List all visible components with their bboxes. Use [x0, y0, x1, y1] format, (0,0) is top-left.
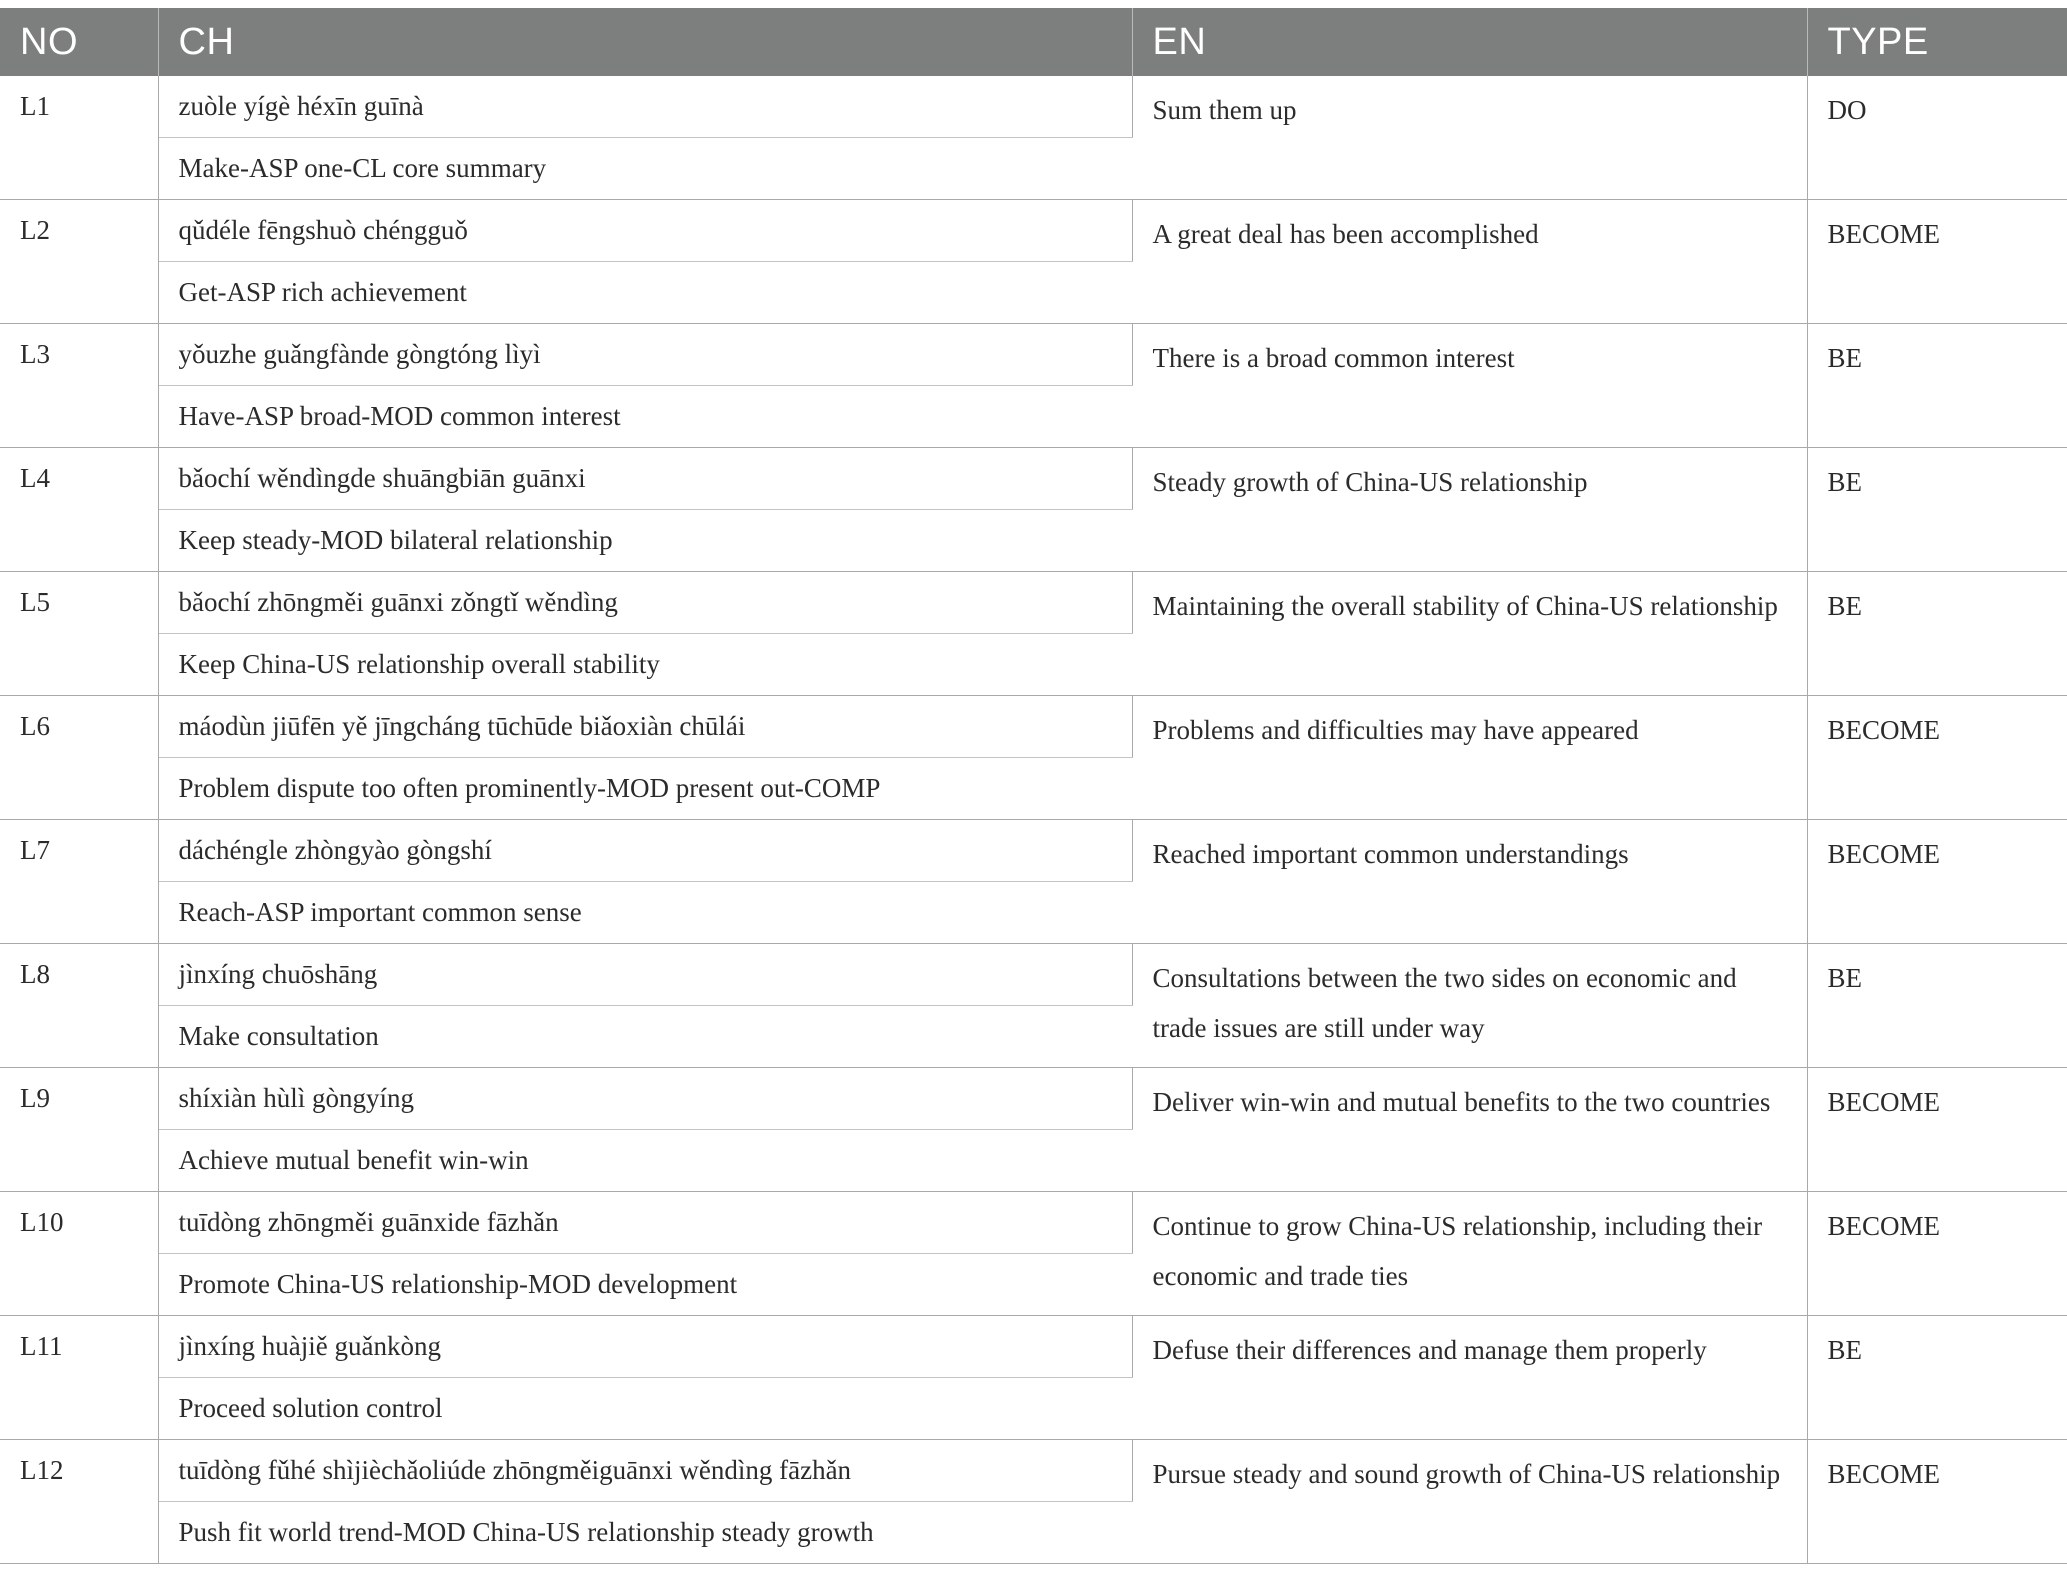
chinese-pinyin: tuīdòng zhōngměi guānxide fāzhǎn [158, 1192, 1132, 1254]
table-row [0, 696, 2067, 758]
table-row [0, 1192, 2067, 1254]
chinese-gloss: Get-ASP rich achievement [158, 262, 1132, 324]
english-translation: Problems and difficulties may have appeared [1132, 696, 1807, 820]
chinese-gloss: Proceed solution control [158, 1378, 1132, 1440]
row-number: L11 [0, 1316, 158, 1440]
table-row [0, 1068, 2067, 1130]
row-number: L12 [0, 1440, 158, 1564]
table-row [0, 76, 2067, 138]
chinese-gloss: Problem dispute too often prominently-MOD present out-COMP [158, 758, 1132, 820]
chinese-pinyin: dáchéngle zhòngyào gòngshí [158, 820, 1132, 882]
process-type: BE [1807, 944, 2067, 1068]
header-ch: CH [158, 8, 1132, 76]
chinese-pinyin: yǒuzhe guǎngfànde gòngtóng lìyì [158, 324, 1132, 386]
row-number: L1 [0, 76, 158, 200]
table-row [0, 448, 2067, 510]
table-row [0, 324, 2067, 386]
row-number: L2 [0, 200, 158, 324]
table-row [0, 1316, 2067, 1378]
chinese-pinyin: shíxiàn hùlì gòngyíng [158, 1068, 1132, 1130]
chinese-pinyin: qǔdéle fēngshuò chéngguǒ [158, 200, 1132, 262]
table-row [0, 572, 2067, 634]
table-row [0, 944, 2067, 1006]
process-type: BE [1807, 572, 2067, 696]
header-no: NO [0, 8, 158, 76]
process-type: BECOME [1807, 1192, 2067, 1316]
row-number: L8 [0, 944, 158, 1068]
english-translation: There is a broad common interest [1132, 324, 1807, 448]
chinese-gloss: Achieve mutual benefit win-win [158, 1130, 1132, 1192]
chinese-gloss: Make-ASP one-CL core summary [158, 138, 1132, 200]
row-number: L3 [0, 324, 158, 448]
chinese-pinyin: máodùn jiūfēn yě jīngcháng tūchūde biǎoxiàn chūlái [158, 696, 1132, 758]
english-translation: Defuse their differences and manage them properly [1132, 1316, 1807, 1440]
table-header [0, 8, 2067, 76]
process-type: BECOME [1807, 200, 2067, 324]
header-en: EN [1132, 8, 1807, 76]
chinese-pinyin: zuòle yígè héxīn guīnà [158, 76, 1132, 138]
data-table [0, 8, 2067, 1564]
english-translation: Consultations between the two sides on economic and trade issues are still under way [1132, 944, 1807, 1068]
english-translation: Pursue steady and sound growth of China-US relationship [1132, 1440, 1807, 1564]
table-row [0, 200, 2067, 262]
process-type: BE [1807, 448, 2067, 572]
english-translation: A great deal has been accomplished [1132, 200, 1807, 324]
row-number: L10 [0, 1192, 158, 1316]
chinese-gloss: Reach-ASP important common sense [158, 882, 1132, 944]
table-row [0, 820, 2067, 882]
chinese-pinyin: bǎochí zhōngměi guānxi zǒngtǐ wěndìng [158, 572, 1132, 634]
header-type: TYPE [1807, 8, 2067, 76]
chinese-gloss: Make consultation [158, 1006, 1132, 1068]
process-type: BE [1807, 324, 2067, 448]
chinese-pinyin: tuīdòng fǔhé shìjièchǎoliúde zhōngměiguānxi wěndìng fāzhǎn [158, 1440, 1132, 1502]
chinese-pinyin: bǎochí wěndìngde shuāngbiān guānxi [158, 448, 1132, 510]
chinese-gloss: Keep China-US relationship overall stability [158, 634, 1132, 696]
header-row [0, 8, 2067, 76]
row-number: L9 [0, 1068, 158, 1192]
process-type: BECOME [1807, 1068, 2067, 1192]
table-row [0, 1440, 2067, 1502]
chinese-gloss: Have-ASP broad-MOD common interest [158, 386, 1132, 448]
english-translation: Maintaining the overall stability of China-US relationship [1132, 572, 1807, 696]
english-translation: Reached important common understandings [1132, 820, 1807, 944]
english-translation: Sum them up [1132, 76, 1807, 200]
english-translation: Deliver win-win and mutual benefits to the two countries [1132, 1068, 1807, 1192]
process-type: BECOME [1807, 820, 2067, 944]
table-body [0, 76, 2067, 1564]
process-type: BECOME [1807, 1440, 2067, 1564]
chinese-gloss: Promote China-US relationship-MOD development [158, 1254, 1132, 1316]
chinese-gloss: Keep steady-MOD bilateral relationship [158, 510, 1132, 572]
process-type: BECOME [1807, 696, 2067, 820]
process-type: BE [1807, 1316, 2067, 1440]
chinese-pinyin: jìnxíng chuōshāng [158, 944, 1132, 1006]
process-type: DO [1807, 76, 2067, 200]
row-number: L7 [0, 820, 158, 944]
english-translation: Continue to grow China-US relationship, including their economic and trade ties [1132, 1192, 1807, 1316]
row-number: L6 [0, 696, 158, 820]
row-number: L4 [0, 448, 158, 572]
english-translation: Steady growth of China-US relationship [1132, 448, 1807, 572]
chinese-gloss: Push fit world trend-MOD China-US relationship steady growth [158, 1502, 1132, 1564]
row-number: L5 [0, 572, 158, 696]
chinese-pinyin: jìnxíng huàjiě guǎnkòng [158, 1316, 1132, 1378]
